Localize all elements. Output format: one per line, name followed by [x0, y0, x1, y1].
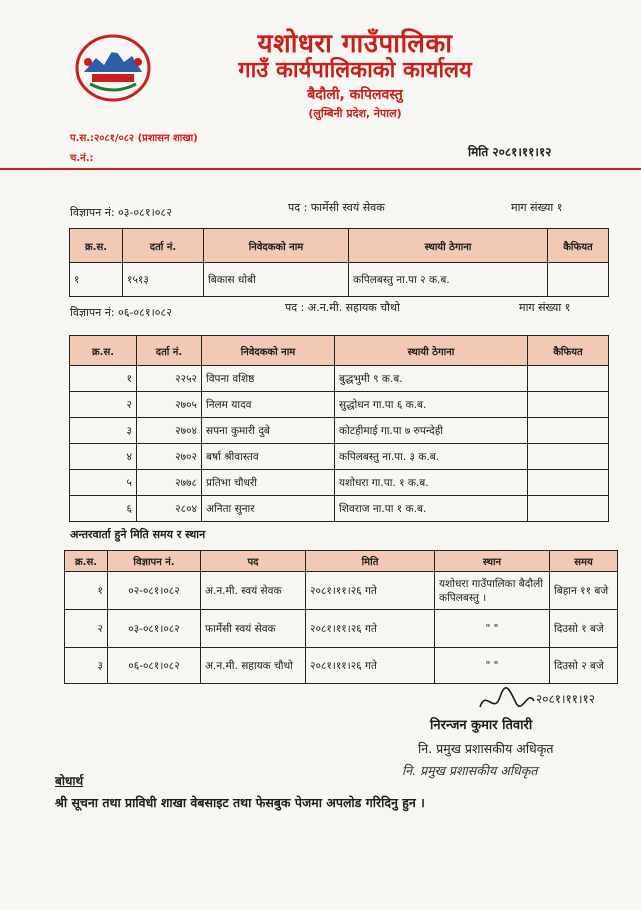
- cell-address: कपिलबस्तु ना.पा २ क.ब.: [349, 263, 548, 297]
- cell-time: दिउसो १ बजे: [550, 610, 618, 648]
- cell-reg: २७७८: [137, 470, 202, 496]
- signature-date: २०८१।११।१२: [536, 692, 596, 706]
- cell-remark: [548, 263, 609, 297]
- table-row: [65, 572, 618, 610]
- signatory-title-stamp: नि. प्रमुख प्रशासकीय अधिकृत: [402, 763, 538, 778]
- ad1-number: विज्ञापन नं: ०३-०८१।०८२: [70, 206, 172, 219]
- cell-name: सपना कुमारी दुबे: [202, 418, 335, 444]
- table-row: [65, 610, 618, 648]
- col-reg: दर्ता नं.: [137, 336, 202, 366]
- cell-sn: २: [70, 392, 137, 418]
- cell-name: प्रतिभा चौधरी: [202, 470, 335, 496]
- table-row: [65, 648, 618, 684]
- col-remark: कैफियत: [548, 229, 609, 263]
- notice-heading: बोधार्थ: [55, 774, 84, 788]
- cell-reg: २७०५: [137, 392, 202, 418]
- cell-sn: २: [65, 610, 108, 648]
- table-row: [70, 470, 609, 496]
- cell-time: दिउसो २ बजे: [550, 648, 618, 684]
- cell-post: फार्मेसी स्वयं सेवक: [201, 610, 306, 648]
- signatory-title: नि. प्रमुख प्रशासकीय अधिकृत: [418, 741, 554, 756]
- cell-date: २०८१।११।२६ गते: [306, 610, 435, 648]
- cell-sn: ५: [70, 470, 137, 496]
- cell-sn: ६: [70, 496, 137, 522]
- cell-address: शिवराज ना.पा १ क.ब.: [335, 496, 528, 522]
- office-name: गाउँ कार्यपालिकाको कार्यालय: [238, 58, 472, 83]
- table-row: [70, 263, 609, 297]
- col-address: स्थायी ठेगाना: [349, 229, 548, 263]
- government-emblem-icon: [74, 32, 152, 102]
- cell-post: अ.न.मी. स्वयं सेवक: [201, 572, 306, 610]
- cell-remark: [528, 418, 609, 444]
- ad2-demand: माग संख्या १: [519, 301, 571, 314]
- cell-time: बिहान ११ बजे: [550, 572, 618, 610]
- col-sn: क्र.स.: [65, 551, 108, 572]
- table-row: [70, 444, 609, 470]
- letter-cn-number: च.नं.:: [70, 153, 94, 164]
- cell-reg: २७०२: [137, 444, 202, 470]
- col-name: निवेदकको नाम: [204, 229, 349, 263]
- col-ad-number: विज्ञापन नं.: [108, 551, 201, 572]
- cell-reg: २२५२: [137, 366, 202, 392]
- cell-date: २०८१।११।२६ गते: [306, 572, 435, 610]
- ad1-post: पद : फार्मेसी स्वयं सेवक: [288, 201, 385, 214]
- ad2-number: विज्ञापन नं: ०६-०८१।०८२: [70, 306, 172, 319]
- cell-remark: [528, 496, 609, 522]
- interview-schedule-table: [64, 550, 618, 684]
- office-location: बैदौली, कपिलवस्तु: [307, 87, 403, 103]
- table-row: [70, 366, 609, 392]
- cell-sn: ४: [70, 444, 137, 470]
- signatory-name: निरन्जन कुमार तिवारी: [430, 718, 533, 733]
- cell-ad-number: ०२-०८१।०८२: [108, 572, 201, 610]
- cell-reg: २८०४: [137, 496, 202, 522]
- cell-address: यशोधरा गा.पा. १ क.ब.: [335, 470, 528, 496]
- interview-section-title: अन्तरवार्ता हुने मिति समय र स्थान: [70, 528, 206, 541]
- cell-sn: १: [70, 366, 137, 392]
- col-post: पद: [201, 551, 306, 572]
- cell-address: सुद्धोधन गा.पा ६ क.ब.: [335, 392, 528, 418]
- ad2-applicants-table: [69, 335, 609, 522]
- notice-text: श्री सूचना तथा प्राविधी शाखा वेबसाइट तथा फेसबुक पेजमा अपलोड गरिदिनु हुन ।: [55, 795, 425, 810]
- cell-remark: [528, 444, 609, 470]
- table-row: [70, 496, 609, 522]
- cell-remark: [528, 366, 609, 392]
- col-date: मिति: [306, 551, 435, 572]
- cell-sn: ३: [65, 648, 108, 684]
- col-sn: क्र.स.: [70, 336, 137, 366]
- cell-name: बिकास धोबी: [204, 263, 349, 297]
- cell-sn: ३: [70, 418, 137, 444]
- cell-address: बुद्धभुमी ९ क.ब.: [335, 366, 528, 392]
- office-province: (लुम्बिनी प्रदेश, नेपाल): [308, 107, 402, 120]
- cell-ad-number: ०६-०८१।०८२: [108, 648, 201, 684]
- cell-place: यशोधरा गाउँपालिका बैदौली कपिलबस्तु ।: [435, 572, 550, 610]
- letter-ps-number: प.स.:२०८१/०८२ (प्रशासन शाखा): [70, 133, 198, 144]
- cell-remark: [528, 392, 609, 418]
- cell-place: " ": [435, 648, 550, 684]
- cell-ad-number: ०३-०८१।०८२: [108, 610, 201, 648]
- cell-reg: २७०४: [137, 418, 202, 444]
- table-row: [70, 392, 609, 418]
- letter-date: मिति २०८१।११।१२: [468, 145, 552, 159]
- cell-reg: १५१३: [123, 263, 204, 297]
- col-sn: क्र.स.: [70, 229, 123, 263]
- cell-name: विपना वशिष्ठ: [202, 366, 335, 392]
- col-time: समय: [550, 551, 618, 572]
- cell-sn: १: [70, 263, 123, 297]
- cell-address: कपिलबस्तु ना.पा. ३ क.ब.: [335, 444, 528, 470]
- header-divider: [0, 168, 641, 170]
- municipality-name: यशोधरा गाउँपालिका: [257, 29, 453, 59]
- cell-date: २०८१।११।२६ गते: [306, 648, 435, 684]
- col-place: स्थान: [435, 551, 550, 572]
- cell-name: अनिता सुनार: [202, 496, 335, 522]
- col-address: स्थायी ठेगाना: [335, 336, 528, 366]
- cell-sn: १: [65, 572, 108, 610]
- col-name: निवेदकको नाम: [202, 336, 335, 366]
- ad1-applicants-table: [69, 228, 609, 297]
- ad2-post: पद : अ.न.मी. सहायक चौथो: [285, 301, 400, 314]
- cell-address: कोटहीमाई गा.पा ७ रुपन्देही: [335, 418, 528, 444]
- col-remark: कैफियत: [528, 336, 609, 366]
- cell-post: अ.न.मी. सहायक चौथो: [201, 648, 306, 684]
- col-reg: दर्ता नं.: [123, 229, 204, 263]
- cell-name: निलम यादव: [202, 392, 335, 418]
- table-row: [70, 418, 609, 444]
- cell-place: " ": [435, 610, 550, 648]
- cell-remark: [528, 470, 609, 496]
- cell-name: बर्षा श्रीवास्तव: [202, 444, 335, 470]
- ad1-demand: माग संख्या १: [511, 201, 563, 214]
